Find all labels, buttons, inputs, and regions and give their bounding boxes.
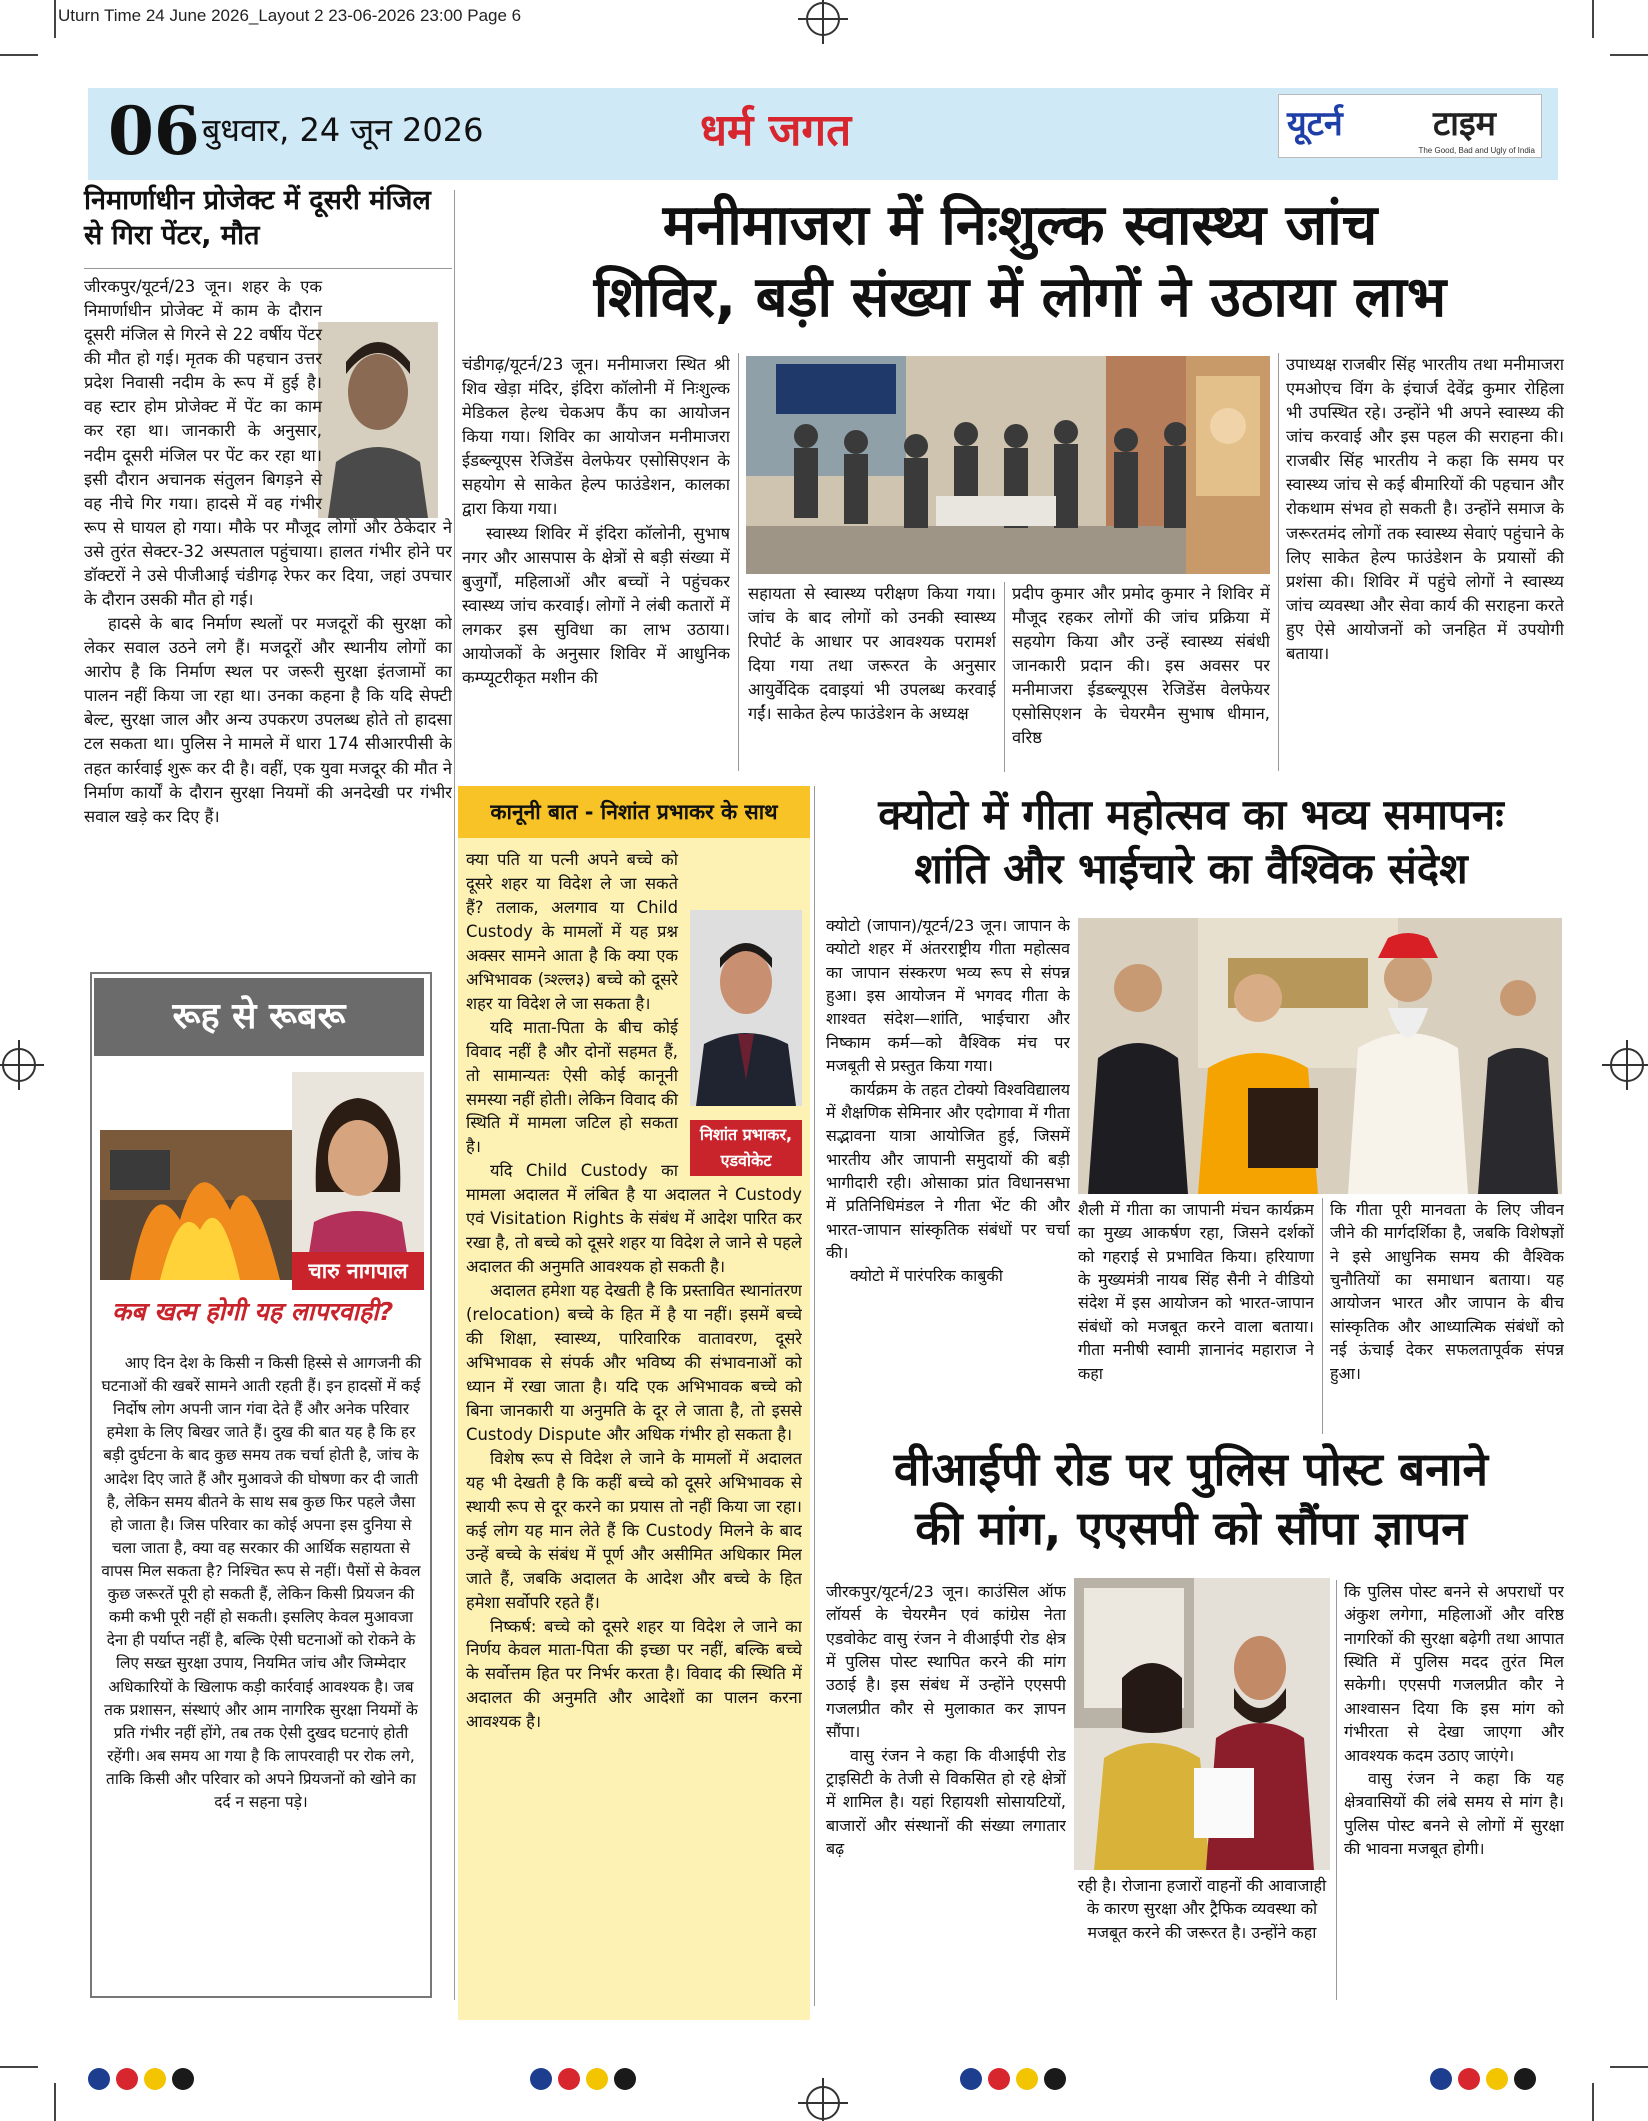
crop-mark (0, 54, 38, 56)
colour-dot (1514, 2068, 1536, 2090)
vip-col1 (826, 1580, 1066, 2000)
divider (1322, 1198, 1323, 1434)
lead-col1-para: चंडीगढ़/यूटर्न/23 जून। मनीमाजरा स्थित श्री शिव खेड़ा मंदिर, इंदिरा कॉलोनी में निःशुल्क मेडिकल हेल्थ चेकअप कैंप का आयोजन किया गया। शिविर का आयोजन मनीमाजरा ईडब्ल्यूएस रेजिडेंस वेलफेयर एसोसिएशन के सहयोग से साकेत हेल्प फाउंडेशन, कालका द्वारा किया गया। (462, 355, 730, 519)
colour-dot (960, 2068, 982, 2090)
lead-col2-para: सहायता से स्वास्थ्य परीक्षण किया गया। जांच के बाद लोगों को उनकी स्वास्थ्य रिपोर्ट के आधार पर आवश्यक परामर्श दिया गया तथा जरूरत के अनुसार आयुर्वेदिक दवाइयां भी उपलब्ध करवाई गईं। साकेत हेल्प फाउंडेशन के अध्यक्ष (748, 584, 996, 724)
column-rule (454, 190, 455, 2000)
kyoto-col3-para: कि गीता पूरी मानवता के लिए जीवन जीने की मार्गदर्शिका है, जबकि विशेषज्ञों ने इसे आधुनिक समय की वैश्विक चुनौतियों का समाधान बताया। यह आयोजन भारत और जापान के बीच सांस्कृतिक और आध्यात्मिक संबंधों को नई ऊंचाई देकर सफलतापूर्वक संपन्न हुआ। (1330, 1200, 1564, 1383)
crop-mark (54, 2083, 56, 2121)
section-title: धर्म जगत (700, 105, 852, 156)
lead-headline-line1: मनीमाजरा में निःशुल्क स्वास्थ्य जांच (662, 193, 1378, 258)
crop-mark (1592, 0, 1594, 38)
crop-mark (0, 2066, 38, 2068)
kyoto-col1-para: क्योटो (जापान)/यूटर्न/23 जून। जापान के क्योटो शहर में अंतरराष्ट्रीय गीता महोत्सव का जापान संस्करण भव्य रूप से संपन्न हुआ। इस आयोजन में भगवद गीता के शाश्वत संदेश—शांति, भाईचारा और निष्काम कर्म—को वैश्विक मंच पर मजबूती से प्रस्तुत किया गया। (826, 916, 1070, 1076)
kyoto-headline (818, 788, 1564, 896)
column-rule (814, 786, 815, 2006)
kyoto-col1 (826, 914, 1070, 1434)
temple-photo (1186, 356, 1270, 574)
memorandum-photo (1074, 1578, 1330, 1870)
registration-mark-bottom (806, 2086, 840, 2120)
registration-mark-right (1610, 1048, 1644, 1082)
photo-float (678, 848, 802, 1180)
left-story-headline: निमार्णाधीन प्रोजेक्ट में दूसरी मंजिल से गिरा पेंटर, मौत (84, 185, 431, 252)
lead-headline-line2: शिविर, बड़ी संख्या में लोगों ने उठाया लाभ (593, 264, 1447, 330)
crop-mark (54, 0, 56, 38)
left-story-body (84, 275, 452, 947)
lead-col4 (1286, 353, 1564, 771)
kanooni-para: यदि माता-पिता के बीच कोई विवाद नहीं है और दोनों सहमत हैं, तो सामान्यतः ऐसी कोई कानूनी समस्या नहीं होती। लेकिन विवाद की स्थिति में मामला जटिल हो सकता है। (466, 1017, 678, 1157)
kyoto-col2-para: शैली में गीता का जापानी मंचन कार्यक्रम का मुख्य आकर्षण रहा, जिसने दर्शकों को गहराई से प्रभावित किया। हरियाणा के मुख्यमंत्री नायब सिंह सैनी ने वीडियो संदेश में इस आयोजन को भारत-जापान संबंधों को मजबूत करने वाला बताया। गीता मनीषी स्वामी ज्ञानानंद महाराज ने कहा (1078, 1200, 1314, 1383)
kanooni-para: क्या पति या पत्नी अपने बच्चे को दूसरे शहर या विदेश ले जा सकते हैं? तलाक, अलगाव या Child Custody के मामलों में यह प्रश्न अक्सर सामने आता है कि क्या एक अभिभावक (त्र्श्ल्ल३) बच्चे को दूसरे शहर या विदेश ले जा सकता है। (466, 850, 678, 1013)
vip-col1-para2: वासु रंजन ने कहा कि वीआईपी रोड ट्राइसिटी के तेजी से विकसित हो रहे क्षेत्रों में शामिल है। यहां रिहायशी सोसायटियों, बाजारों और संस्थानों की संख्या लगातार बढ़ (826, 1745, 1066, 1858)
colour-dot (614, 2068, 636, 2090)
ruh-paragraph: आए दिन देश के किसी न किसी हिस्से से आगजनी की घटनाओं की खबरें सामने आती रहती हैं। इन हादसों में कई निर्दोष लोग अपनी जान गंवा देते हैं और अनेक परिवार हमेशा के लिए बिखर जाते हैं। दुख की बात यह है कि हर बड़ी दुर्घटना के बाद कुछ समय तक चर्चा होती है, जांच के आदेश दिए जाते हैं और मुआवजे की घोषणा कर दी जाती है, लेकिन समय बीतने के साथ सब कुछ फिर पहले जैसा हो जाता है। जिस परिवार का कोई अपना इस दुनिया से चला जाता है, क्या वह सरकार की आर्थिक सहायता से वापस मिल सकता है? निश्चित रूप से नहीं। पैसों से केवल कुछ जरूरतें पूरी हो सकती हैं, लेकिन किसी प्रियजन की कमी कभी पूरी नहीं हो सकती। इसलिए केवल मुआवजा देना ही पर्याप्त नहीं है, बल्कि ऐसी घटनाओं को रोकने के लिए सख्त सुरक्षा उपाय, नियमित जांच और जिम्मेदार अधिकारियों के खिलाफ कड़ी कार्रवाई आवश्यक है। जब तक प्रशासन, संस्थाएं और आम नागरिक सुरक्षा नियमों के प्रति गंभीर नहीं होंगे, तब तक ऐसी दुखद घटनाएं होती रहेंगी। अब समय आ गया है कि लापरवाही पर रोक लगे, ताकि किसी और परिवार को अपने प्रियजनों को खोने का दर्द न सहना पड़े। (101, 1354, 422, 1812)
colour-dot (1458, 2068, 1480, 2090)
divider (1004, 582, 1005, 772)
crop-mark (1592, 2083, 1594, 2121)
kanooni-para: विशेष रूप से विदेश ले जाने के मामलों में अदालत यह भी देखती है कि कहीं बच्चे को दूसरे अभिभावक से स्थायी रूप से दूर करने का प्रयास तो नहीं किया जा रहा। कई लोग यह मान लेते हैं कि Custody मिलने के बाद उन्हें बच्चे के संबंध में पूर्ण और असीमित अधिकार मिल जाते हैं, जबकि अदालत के आदेश और बच्चे के हित हमेशा सर्वोपरि रहते हैं। (466, 1448, 802, 1612)
registration-mark-top (806, 2, 840, 36)
left-story-lead: जीरकपुर/यूटर्न/23 जून। शहर के एक निमार्णाधीन प्रोजेक्ट में काम के दौरान दूसरी मंजिल से गिरने से 22 वर्षीय पेंटर की मौत हो गई। मृतक की पहचान उत्तर प्रदेश निवासी नदीम के रूप में हुई है। वह स्टार होम प्रोजेक्ट में पेंट का काम कर रहा था। जानकारी के अनुसार, नदीम दूसरी मंजिल पर पेंट कर रहा था। इसी दौरान अचानक संतुलन बिगड़ने से वह नीचे गिर गया। हादसे में वह गंभीर रूप से घायल हो गया। मौके पर मौजूद लोगों और ठेकेदार ने उसे तुरंत सेक्टर-32 अस्पताल पहुंचाया। हालत गंभीर होने पर डॉक्टरों ने उसे पीजीआई चंडीगढ़ रेफर कर दिया, जहां उपचार के दौरान उसकी मौत हो गई। (84, 277, 452, 610)
fire-photo (100, 1130, 310, 1280)
colour-dot (144, 2068, 166, 2090)
kanooni-para: अदालत हमेशा यह देखती है कि प्रस्तावित स्थानांतरण (relocation) बच्चे के हित में है या नहीं। इसमें बच्चे की शिक्षा, स्वास्थ्य, पारिवारिक वातावरण, दूसरे अभिभावक से संपर्क और भविष्य की संभावनाओं को ध्यान में रखा जाता है। यदि एक अभिभावक बच्चे को बिना जानकारी या अनुमति के दूर ले जाता है, तो इससे Custody Dispute और अधिक गंभीर हो सकता है। (466, 1281, 802, 1444)
lead-col1 (462, 353, 730, 771)
kyoto-col3 (1330, 1198, 1564, 1434)
vip-headline (818, 1440, 1564, 1558)
divider (84, 268, 452, 269)
colour-dot (530, 2068, 552, 2090)
lead-headline (470, 190, 1570, 333)
vip-headline-line1: वीआईपी रोड पर पुलिस पोस्ट बनाने (893, 1442, 1489, 1496)
colour-dot (1016, 2068, 1038, 2090)
vip-col2 (1074, 1874, 1330, 2000)
print-slug: Uturn Time 24 June 2026_Layout 2 23-06-2026 23:00 Page 6 (58, 6, 522, 25)
kanooni-head: कानूनी बात - निशांत प्रभाकर के साथ (458, 786, 810, 838)
issue-date: बुधवार, 24 जून 2026 (202, 111, 484, 149)
divider (738, 353, 739, 771)
colour-dot (988, 2068, 1010, 2090)
crop-mark (1610, 54, 1648, 56)
kanooni-body (466, 848, 802, 2012)
logo-word-1: यूटर्न (1287, 104, 1343, 144)
kyoto-headline-line2: शांति और भाईचारे का वैश्विक संदेश (914, 843, 1468, 893)
ruh-question: कब खत्म होगी यह लापरवाही? (112, 1297, 394, 1326)
vip-col1-para: जीरकपुर/यूटर्न/23 जून। काउंसिल ऑफ लॉयर्स के चेयरमैन एवं कांग्रेस नेता एडवोकेट वासु रंजन ने वीआईपी रोड क्षेत्र में पुलिस पोस्ट स्थापित करने की मांग उठाई है। इस संबंध में उन्होंने एएसपी गजलप्रीत कौर से मुलाकात कर ज्ञापन सौंपा। (826, 1582, 1066, 1742)
crop-mark (1610, 2066, 1648, 2068)
logo-tagline: The Good, Bad and Ugly of India (1418, 146, 1535, 155)
kanooni-para: निष्कर्ष: बच्चे को दूसरे शहर या विदेश ले जाने का निर्णय केवल माता-पिता की इच्छा पर नहीं, बल्कि बच्चे के सर्वोत्तम हित पर निर्भर करता है। विवाद की स्थिति में अदालत की अनुमति और आदेशों का पालन करना आवश्यक है। (466, 1616, 802, 1732)
left-story-para: हादसे के बाद निर्माण स्थलों पर मजदूरों की सुरक्षा को लेकर सवाल उठने लगे हैं। मजदूरों और स्थानीय लोगों का आरोप है कि निर्माण स्थल पर जरूरी सुरक्षा इंतजामों का पालन नहीं किया जा रहा था। उनका कहना है कि यदि सेफ्टी बेल्ट, सुरक्षा जाल और अन्य उपकरण उपलब्ध होते तो हादसा टल सकता था। पुलिस ने मामले में धारा 174 सीआरपीसी के तहत कार्रवाई शुरू कर दी है। वहीं, एक युवा मजदूर की मौत ने निर्माण कार्यों के दौरान सुरक्षा नियमों की अनदेखी पर गंभीर सवाल खड़े कर दिए हैं। (84, 614, 452, 826)
gita-festival-photo (1078, 918, 1562, 1194)
advocate-caption: निशांत प्रभाकर, एडवोकेट (690, 1120, 802, 1176)
colour-dot (1486, 2068, 1508, 2090)
page-number: 06 (108, 92, 200, 170)
ruh-column-head: रूह से रूबरू (94, 978, 424, 1056)
newspaper-logo (1278, 94, 1542, 158)
colour-dot (172, 2068, 194, 2090)
kyoto-col2 (1078, 1198, 1314, 1434)
colour-dot (1430, 2068, 1452, 2090)
colour-bar-1 (88, 2068, 200, 2092)
colour-bar-3 (960, 2068, 1072, 2092)
colour-bar-4 (1430, 2068, 1542, 2092)
logo-word-2: टाइम (1433, 104, 1496, 144)
colour-dot (586, 2068, 608, 2090)
registration-mark-left (2, 1048, 36, 1082)
lead-col3-para: प्रदीप कुमार और प्रमोद कुमार ने शिविर में मौजूद रहकर लोगों की जांच प्रक्रिया में सहयोग किया और उन्हें स्वास्थ्य संबंधी जानकारी प्रदान की। इस अवसर पर मनीमाजरा ईडब्ल्यूएस रेजिडेंस वेलफेयर एसोसिएशन के चेयरमैन सुभाष धीमान, वरिष्ठ (1012, 584, 1270, 748)
colour-dot (1044, 2068, 1066, 2090)
lead-col2 (748, 582, 996, 772)
colour-dot (116, 2068, 138, 2090)
divider (1278, 353, 1279, 771)
divider (1336, 1580, 1337, 2000)
ruh-body (100, 1352, 422, 1992)
vip-col3-para2: वासु रंजन ने कहा कि यह क्षेत्रवासियों की लंबे समय से मांग है। पुलिस पोस्ट बनने से लोगों में सुरक्षा की भावना मजबूत होगी। (1344, 1768, 1564, 1858)
columnist-photo (292, 1072, 424, 1272)
kyoto-col1-para3: क्योटो में पारंपरिक काबुकी (850, 1266, 1003, 1286)
lead-col4-para: उपाध्यक्ष राजबीर सिंह भारतीय तथा मनीमाजरा एमओएच विंग के इंचार्ज देवेंद्र कुमार रोहिला भी उपस्थित रहे। उन्होंने भी अपने स्वास्थ्य की जांच करवाई और इस पहल की सराहना की। राजबीर सिंह भारतीय ने कहा कि समय पर स्वास्थ्य जांच से कई बीमारियों की पहचान और रोकथाम संभव हो सकती है। उन्होंने समाज के जरूरतमंद लोगों तक स्वास्थ्य सेवाएं पहुंचाने के लिए साकेत हेल्प फाउंडेशन के प्रयासों की प्रशंसा की। शिविर में पहुंचे लोगों ने स्वास्थ्य जांच व्यवस्था और सेवा कार्य की सराहना करते हुए ऐसे आयोजनों को जनहित में उपयोगी बताया। (1286, 355, 1564, 663)
colour-dot (88, 2068, 110, 2090)
columnist-caption: चारु नागपाल (292, 1252, 424, 1290)
lead-col3 (1012, 582, 1270, 772)
photo-float (322, 275, 452, 515)
kanooni-para: यदि Child Custody का मामला अदालत में लंबित है या अदालत ने Custody एवं Visitation Rights के संबंध में आदेश पारित कर रखा है, तो बच्चे को दूसरे शहर या विदेश ले जाने से पहले अदालत की अनुमति आवश्यक हो सकती है। (466, 1161, 802, 1277)
vip-col3-para: कि पुलिस पोस्ट बनने से अपराधों पर अंकुश लगेगा, महिलाओं और वरिष्ठ नागरिकों की सुरक्षा बढ़ेगी तथा आपात स्थिति में पुलिस मदद तुरंत मिल सकेगी। एएसपी गजलप्रीत कौर ने आश्वासन दिया कि इस मांग को गंभीरता से देखा जाएगा और आवश्यक कदम उठाए जाएंगे। (1344, 1582, 1564, 1765)
kyoto-headline-line1: क्योटो में गीता महोत्सव का भव्य समापनः (878, 790, 1504, 839)
colour-dot (558, 2068, 580, 2090)
vip-col3 (1344, 1580, 1564, 2000)
kyoto-col1-para2: कार्यक्रम के तहत टोक्यो विश्वविद्यालय में शैक्षणिक सेमिनार और एदोगावा में गीता सद्भावना यात्रा आयोजित हुई, जिसमें भारतीय और जापानी समुदायों की बड़ी भागीदारी रही। ओसाका प्रांत विधानसभा में प्रतिनिधिमंडल ने गीता भेंट की और भारत-जापान सांस्कृतिक संबंधों पर चर्चा की। (826, 1079, 1070, 1263)
vip-headline-line2: की मांग, एएसपी को सौंपा ज्ञापन (915, 1500, 1467, 1555)
vip-col2-para: रही है। रोजाना हजारों वाहनों की आवाजाही के कारण सुरक्षा और ट्रैफिक व्यवस्था को मजबूत करने की जरूरत है। उन्होंने कहा (1077, 1876, 1327, 1942)
lead-col1-para2: स्वास्थ्य शिविर में इंदिरा कॉलोनी, सुभाष नगर और आसपास के क्षेत्रों से बड़ी संख्या में बुजुर्गों, महिलाओं और बच्चों ने पहुंचकर स्वास्थ्य जांच करवाई। लोगों ने लंबी कतारों में लगकर इस सुविधा का लाभ उठाया। आयोजकों के अनुसार शिविर में आधुनिक कम्प्यूटरीकृत मशीन की (462, 523, 730, 688)
colour-bar-2 (530, 2068, 642, 2092)
